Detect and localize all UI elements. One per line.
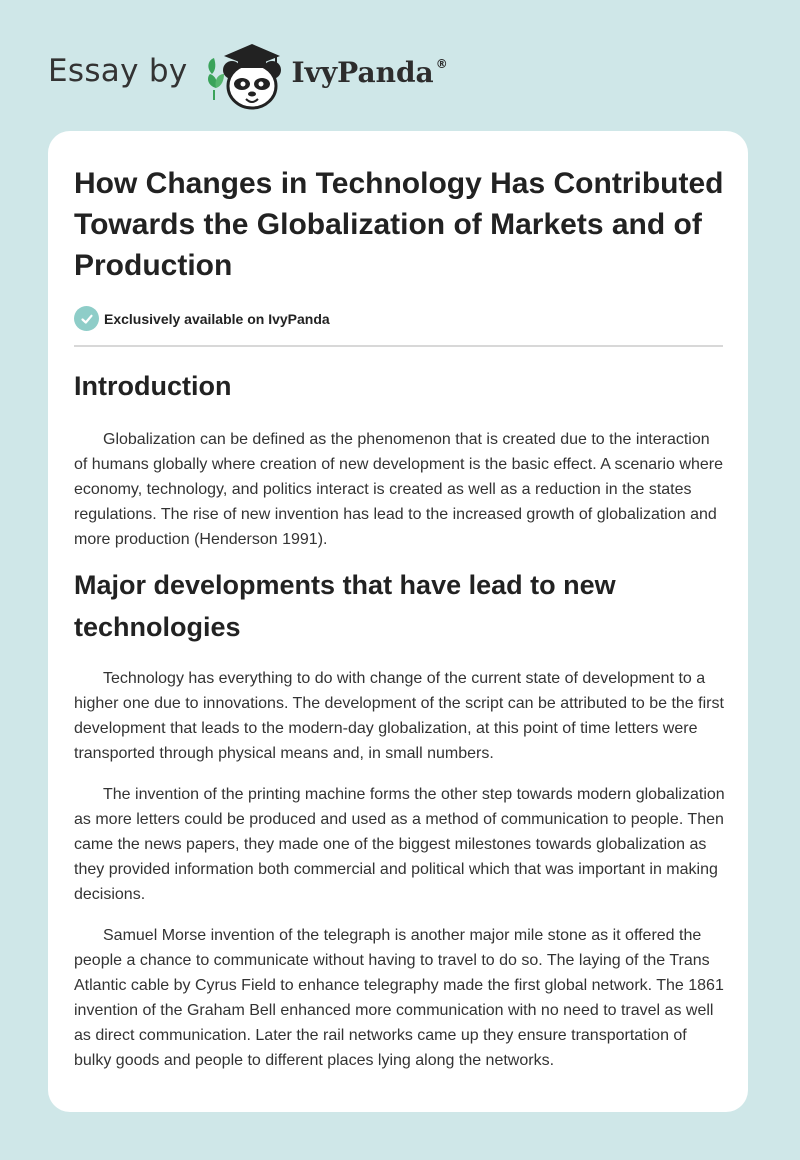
essay-by-label: Essay by: [48, 53, 188, 89]
paragraph: Globalization can be defined as the phenomenon that is created due to the interaction of humans globally where creation of new development is the basic effect. A scenario where economy, technology, and politics interact is created as well as a reduction in the states regulations. The rise of new invention has lead to the increased growth of globalization and more production (Henderson 1991).: [74, 431, 723, 548]
brand-name[interactable]: IvyPanda ®: [291, 55, 448, 89]
paragraph: Technology has everything to do with change of the current state of development to a higher one due to innovations. The development of the script can be attributed to be the first development that leads to the modern-day globalization, at this point of time letters were transported through physical means and, in small numbers.: [74, 670, 724, 762]
section-heading-introduction: Introduction: [74, 371, 232, 401]
section-heading-major-developments: Major developments that have lead to new technologies: [74, 570, 616, 642]
site-header: [48, 34, 448, 114]
exclusive-badge: [74, 306, 330, 331]
paragraph: The invention of the printing machine forms the other step towards modern globalization as more letters could be produced and used as a method of communication to people. Then came the news papers, they made one of the biggest milestones towards globalization as they provided information both commercial and political which that was important in making decisions.: [74, 786, 725, 903]
trademark-symbol: ®: [435, 56, 448, 71]
essay-card: [48, 131, 748, 1112]
checkmark-icon: [74, 306, 99, 331]
divider: [74, 345, 723, 347]
paragraph: Samuel Morse invention of the telegraph is another major mile stone as it offered the people a chance to communicate without having to travel to do so. The laying of the Trans Atlantic cable by Cyrus Field to enhance telegraphy made the first global network. The 1861 invention of the Graham Bell enhanced more communication with no need to travel as well as direct communication. Later the rail networks came up they ensure transportation of bulky goods and people to different places lying along the networks.: [74, 927, 724, 1069]
essay-body: [74, 365, 726, 1073]
panda-graduate-icon[interactable]: [202, 34, 298, 114]
badge-text: Exclusively available on IvyPanda: [104, 310, 330, 327]
page-title: How Changes in Technology Has Contributed Towards the Globalization of Markets and of Production: [74, 167, 724, 282]
